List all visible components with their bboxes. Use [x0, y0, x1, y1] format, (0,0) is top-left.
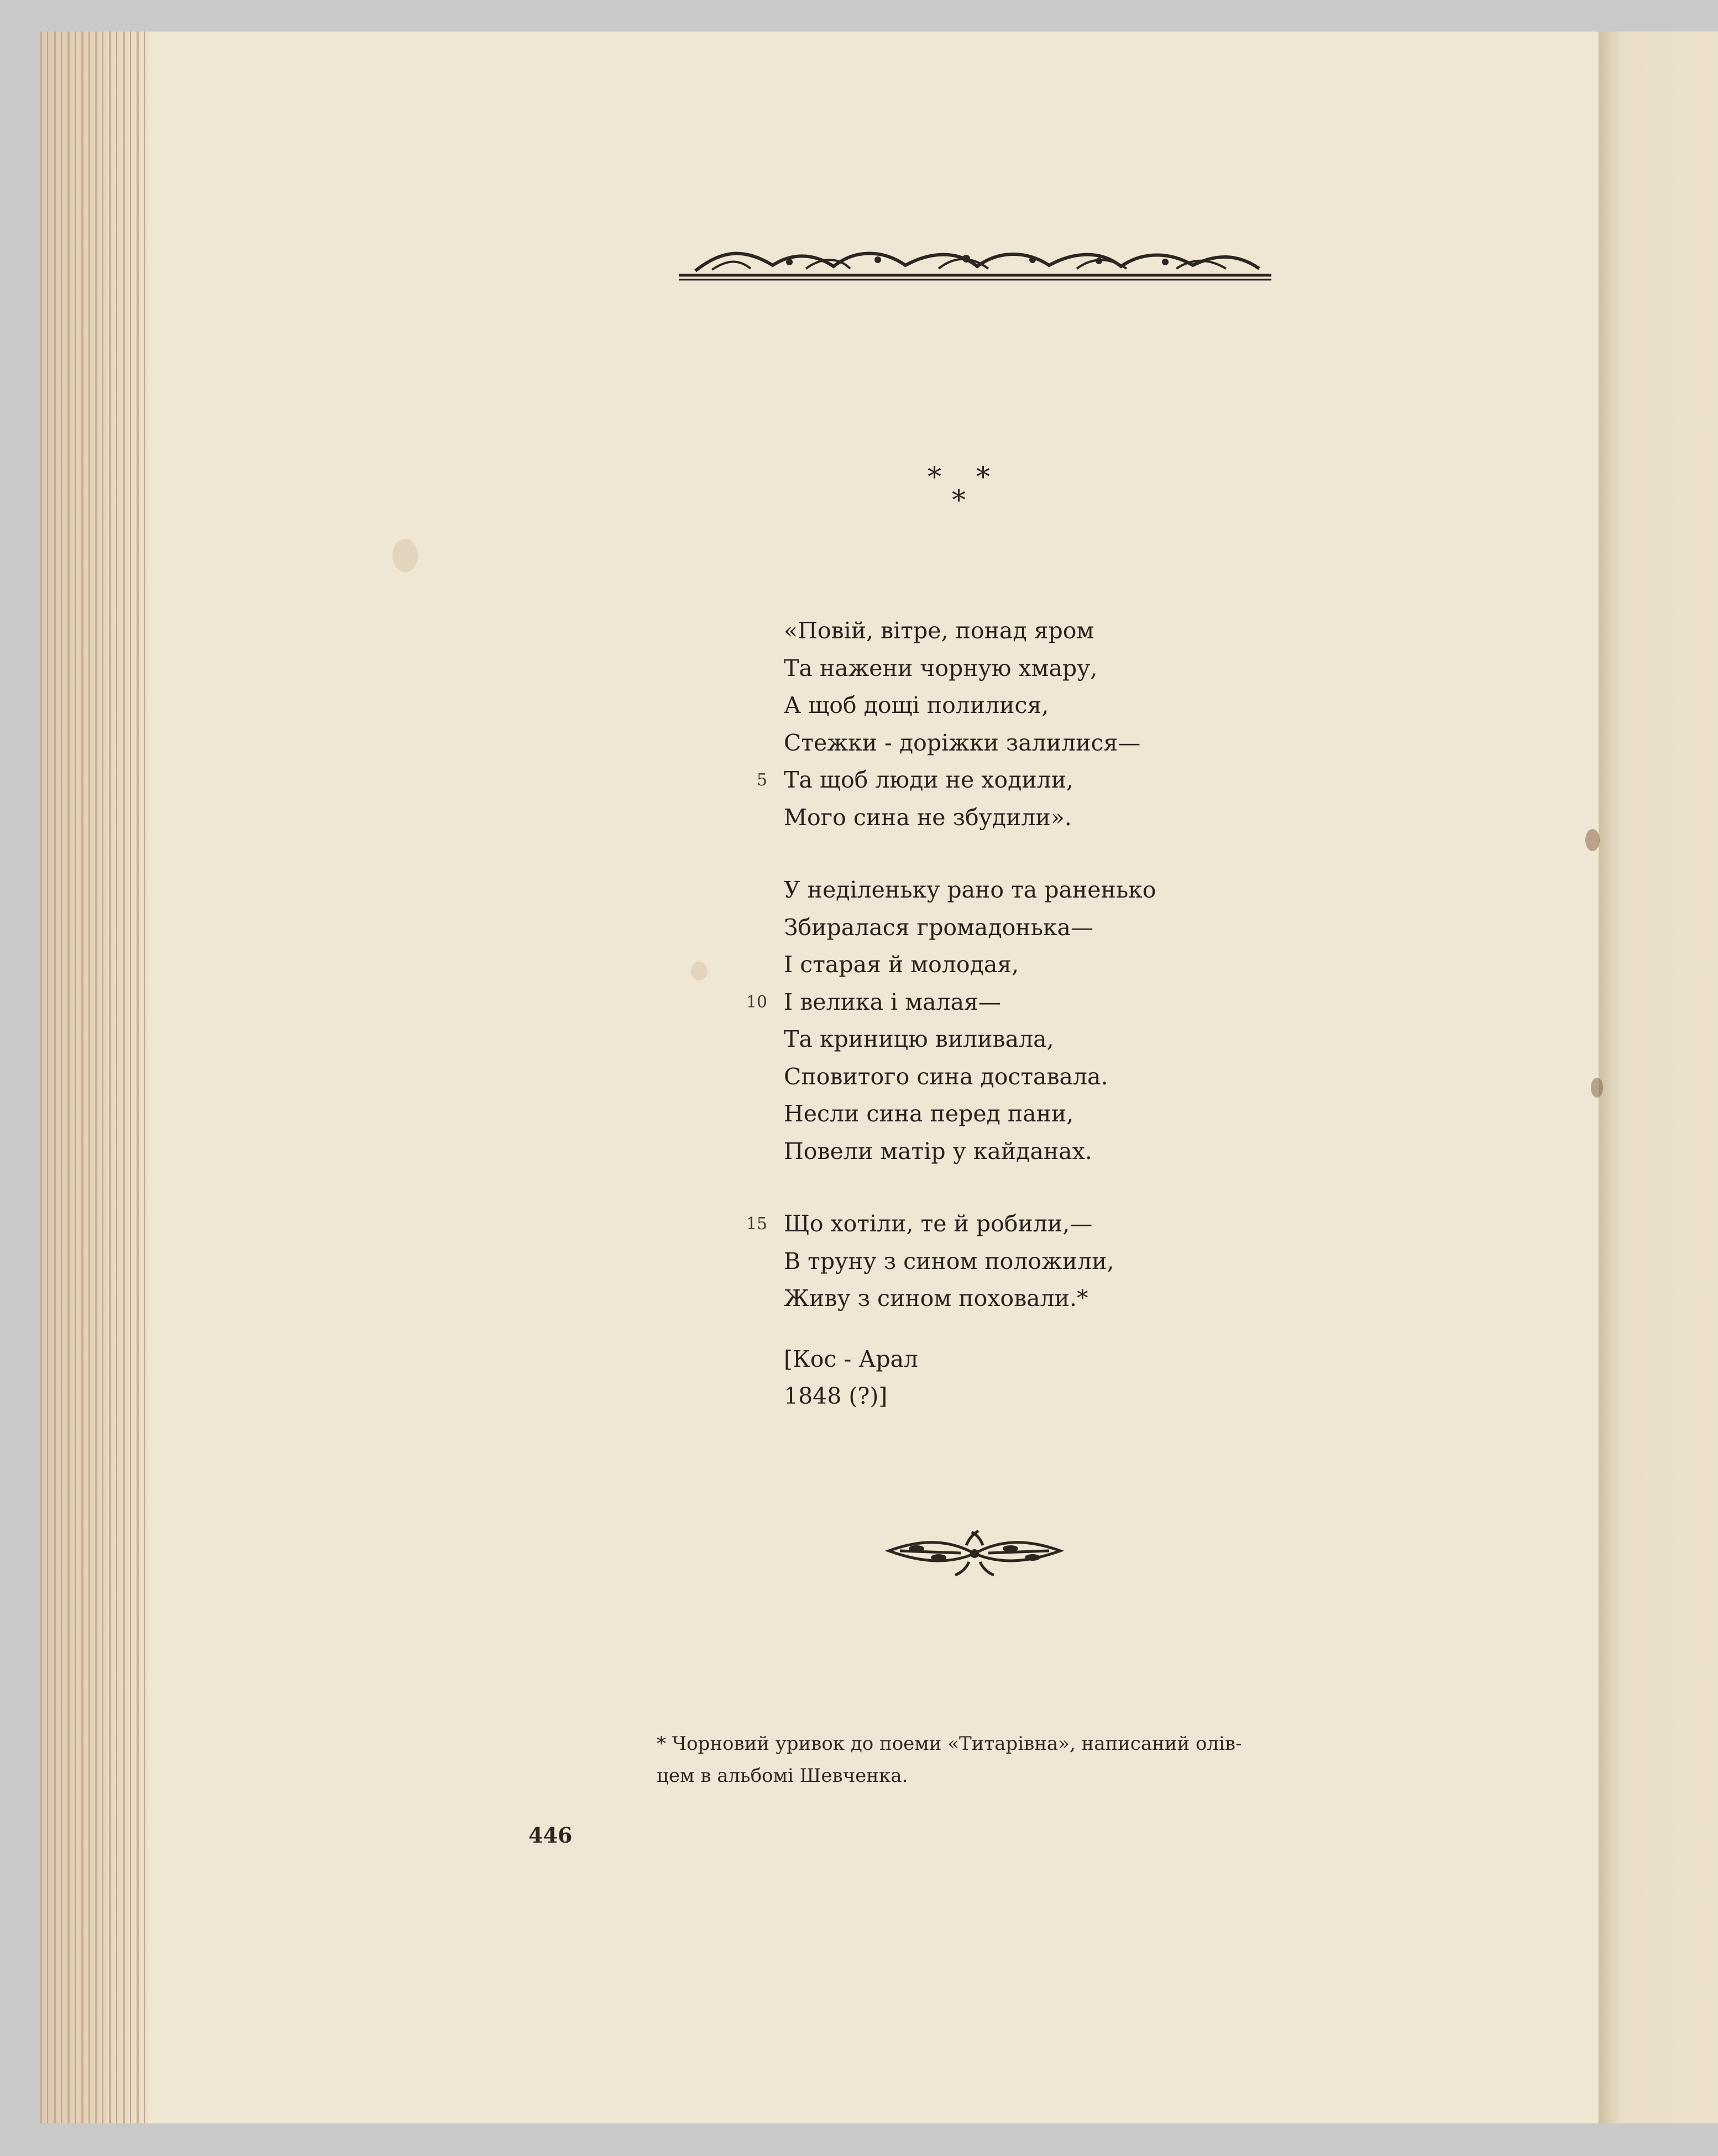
line-text: Та нажени чорную хмару,	[784, 654, 1098, 681]
line-number: 15	[746, 1214, 767, 1234]
page-edges	[40, 32, 148, 2123]
ornament-top-icon	[679, 243, 1271, 282]
page-number: 446	[528, 1823, 573, 1848]
poem-line	[784, 687, 1281, 725]
line-text: Сповитого сина доставала.	[784, 1063, 1108, 1090]
ornament-bottom-icon	[878, 1529, 1071, 1578]
poem-line	[784, 1095, 1281, 1133]
poem-line	[746, 984, 1281, 1021]
line-text: Стежки - доріжки залилися—	[784, 729, 1141, 756]
line-text: Та щоб люди не ходили,	[784, 767, 1074, 793]
stanza	[746, 872, 1281, 1170]
paper-stain	[1585, 829, 1600, 851]
footnote	[657, 1728, 1320, 1792]
line-text: Що хотіли, те й робили,—	[784, 1210, 1093, 1237]
line-text: В труну з сином положили,	[784, 1247, 1114, 1274]
poem-line	[784, 725, 1281, 762]
adjacent-page	[1599, 32, 1718, 2123]
line-text: І велика і малая—	[784, 988, 1001, 1015]
poem-line	[784, 909, 1281, 947]
poem-line	[784, 1280, 1281, 1318]
paper-stain	[1591, 1078, 1603, 1098]
poem-line	[756, 762, 1281, 799]
poem-line	[784, 946, 1281, 984]
footnote-line: * Чорновий уривок до поеми «Титарівна», написаний олів-	[657, 1733, 1242, 1755]
asterism-star: *	[928, 461, 941, 493]
stanza-gap	[784, 836, 1281, 872]
stanza-gap	[784, 1170, 1281, 1205]
poem-line	[784, 1021, 1281, 1058]
poem-line	[784, 799, 1281, 837]
poem-line	[784, 612, 1281, 650]
paper-stain	[392, 539, 418, 572]
line-text: Збиралася громадонька—	[784, 914, 1093, 941]
asterism	[921, 463, 1004, 524]
poem-line	[784, 1133, 1281, 1171]
line-number: 10	[746, 992, 767, 1012]
dateline	[784, 1341, 1281, 1415]
paper-stain	[691, 962, 708, 980]
asterism-star: *	[952, 484, 966, 516]
poem-line	[784, 1058, 1281, 1096]
line-text: І старая й молодая,	[784, 951, 1019, 978]
poem-line	[746, 1205, 1281, 1243]
line-text: Несли сина перед пани,	[784, 1100, 1074, 1127]
line-text: Мого сина не збудили».	[784, 804, 1072, 831]
line-text: Та криницю виливала,	[784, 1026, 1054, 1052]
line-text: Повели матір у кайданах.	[784, 1137, 1092, 1164]
line-number: 5	[756, 770, 767, 790]
footnote-line: цем в альбомі Шевченка.	[657, 1765, 908, 1787]
stanza	[756, 612, 1281, 836]
poem	[746, 612, 1281, 1415]
dateline-place: [Кос - Арал	[784, 1345, 919, 1372]
poem-line	[784, 1243, 1281, 1281]
asterism-star: *	[976, 461, 990, 493]
dateline-year: 1848 (?)]	[784, 1383, 888, 1409]
poem-line	[784, 650, 1281, 688]
line-text: «Повій, вітре, понад яром	[784, 617, 1094, 644]
poem-line	[784, 872, 1281, 909]
line-text: А щоб дощі полилися,	[784, 692, 1049, 718]
stanza	[746, 1205, 1281, 1318]
line-text: Живу з сином поховали.*	[784, 1285, 1088, 1312]
line-text: У неділеньку рано та раненько	[784, 877, 1156, 903]
